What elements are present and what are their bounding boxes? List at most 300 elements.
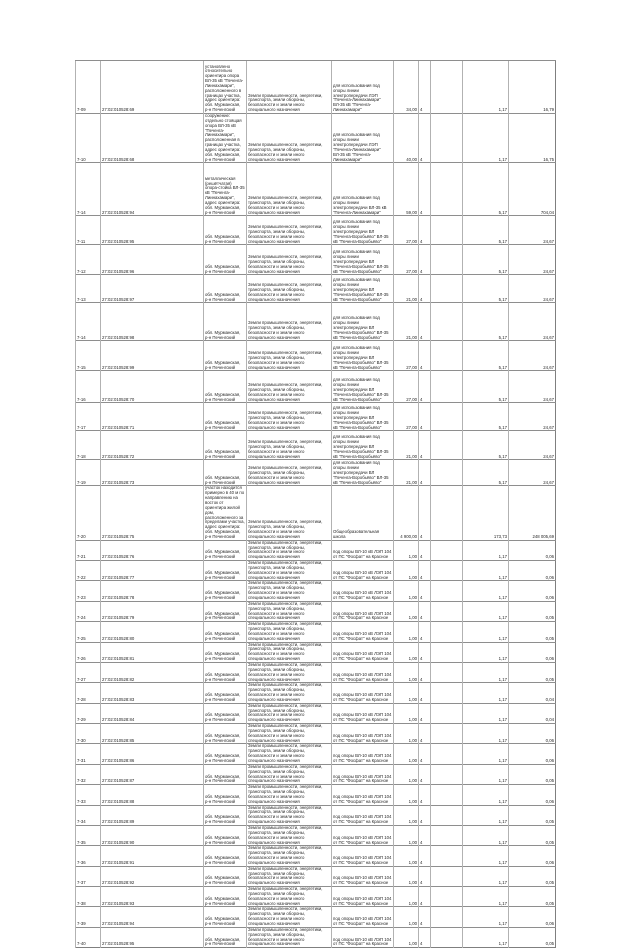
cell-permitted-use: под опоры ВЛ-10 кВ ЛЭП 104 от ПС "Фосфат" на Красное bbox=[332, 622, 394, 642]
cell-plot-number: 7-36 bbox=[76, 846, 101, 866]
cell-plot-number: 7-29 bbox=[76, 703, 101, 723]
cell-blank bbox=[431, 403, 463, 431]
cell-plot-number: 7-22 bbox=[76, 561, 101, 581]
cell-plot-number: 7-35 bbox=[76, 825, 101, 845]
cell-amount: 0,06 bbox=[509, 540, 556, 560]
cell-area: 1,00 bbox=[394, 785, 419, 805]
cell-location: участок находится примерно в 40 м по направлению на восток от ориентира жилой дом, расположенного за пределами участка, адрес ориентира: обл. Мурманская, р-н Печенгский bbox=[205, 485, 245, 539]
cell-blank bbox=[431, 764, 463, 784]
cell-rate: 1,17 bbox=[463, 642, 509, 662]
cell-plot-number: 7-15 bbox=[76, 341, 101, 371]
cell-blank bbox=[431, 703, 463, 723]
cell-cadastral-number: 27:02:010528:68 bbox=[101, 114, 204, 163]
cell-amount: 0,05 bbox=[509, 622, 556, 642]
cell-permitted-use: для использования под опоры линии электропередачи ВЛ "Печенга-Воробьёво" ВЛ-35 кВ "Печенга-Воробьёво" bbox=[332, 275, 394, 303]
cell-rate: 1,17 bbox=[463, 785, 509, 805]
land-plots-table bbox=[75, 60, 556, 948]
table-row bbox=[76, 622, 556, 642]
cell-code: 4 bbox=[419, 163, 431, 216]
cell-land-category: Земли промышленности, энергетики, транспорта, земли обороны, безопасности и земли иного специального назначения bbox=[247, 662, 332, 682]
cell-amount: 0,06 bbox=[509, 724, 556, 744]
cell-area: 1,00 bbox=[394, 540, 419, 560]
cell-code: 4 bbox=[419, 846, 431, 866]
table-row bbox=[76, 846, 556, 866]
cell-location: металлическая (решётчатая) опора-стойка ВЛ-35 кВ "Печенга-Лиинахамари", адрес ориентира: обл. Мурманская, р-н Печенгский bbox=[204, 163, 247, 216]
table-row bbox=[76, 114, 556, 163]
cell-rate: 1,17 bbox=[463, 540, 509, 560]
table-row bbox=[76, 431, 556, 460]
cell-cadastral-number: 27:02:010528:73 bbox=[101, 460, 204, 486]
cell-amount: 24,67 bbox=[509, 403, 556, 431]
cell-land-category: Земли промышленности, энергетики, транспорта, земли обороны, безопасности и земли иного специального назначения bbox=[247, 275, 332, 303]
cell-plot-number: 7-11 bbox=[76, 216, 101, 245]
cell-location: обл. Мурманская, р-н Печенгский bbox=[204, 866, 247, 886]
cell-location: обл. Мурманская, р-н Печенгский bbox=[204, 724, 247, 744]
cell-land-category: Земли промышленности, энергетики, транспорта, земли обороны, безопасности и земли иного специального назначения bbox=[247, 371, 332, 403]
cell-plot-number: 7-38 bbox=[76, 887, 101, 907]
cell-area: 1,00 bbox=[394, 764, 419, 784]
cell-land-category: Земли промышленности, энергетики, транспорта, земли обороны, безопасности и земли иного специального назначения bbox=[247, 245, 332, 275]
cell-area: 21,00 bbox=[394, 303, 419, 341]
cell-blank bbox=[431, 825, 463, 845]
cell-permitted-use: для использования под опоры линии электропередачи ВЛ "Печенга-Воробьёво" ВЛ-35 кВ "Печенга-Воробьёво" bbox=[332, 403, 394, 431]
cell-area: 1,00 bbox=[394, 561, 419, 581]
cell-location: обл. Мурманская, р-н Печенгский bbox=[204, 683, 247, 703]
cell-cadastral-number: 27:02:010528:91 bbox=[101, 846, 204, 866]
cell-amount: 24,67 bbox=[509, 371, 556, 403]
cell-plot-number: 7-25 bbox=[76, 622, 101, 642]
cell-amount: 0,06 bbox=[509, 907, 556, 927]
cell-area: 27,00 bbox=[394, 403, 419, 431]
cell-cadastral-number: 27:02:010528:89 bbox=[101, 805, 204, 825]
cell-rate: 173,73 bbox=[463, 486, 509, 540]
cell-location: обл. Мурманская, р-н Печенгский bbox=[204, 703, 247, 723]
table-row bbox=[76, 216, 556, 245]
table-row bbox=[76, 683, 556, 703]
cell-land-category: Земли промышленности, энергетики, транспорта, земли обороны, безопасности и земли иного специального назначения bbox=[247, 785, 332, 805]
cell-cadastral-number: 27:02:010528:99 bbox=[101, 341, 204, 371]
cell-blank bbox=[431, 887, 463, 907]
cell-area: 21,00 bbox=[394, 275, 419, 303]
cell-code: 4 bbox=[419, 245, 431, 275]
cell-land-category: Земли промышленности, энергетики, транспорта, земли обороны, безопасности и земли иного специального назначения bbox=[247, 764, 332, 784]
cell-area: 1,00 bbox=[394, 724, 419, 744]
cell-plot-number: 7-39 bbox=[76, 907, 101, 927]
cell-amount: 0,06 bbox=[509, 744, 556, 764]
cell-amount: 24,67 bbox=[509, 303, 556, 341]
cell-land-category: Земли промышленности, энергетики, транспорта, земли обороны, безопасности и земли иного специального назначения bbox=[247, 622, 332, 642]
cell-blank bbox=[431, 622, 463, 642]
cell-permitted-use: под опоры ВЛ-10 кВ ЛЭП 104 от ПС "Фосфат" на Красное bbox=[332, 561, 394, 581]
table-row bbox=[76, 703, 556, 723]
cell-area: 34,00 bbox=[394, 61, 419, 114]
cell-blank bbox=[431, 744, 463, 764]
cell-rate: 5,17 bbox=[463, 216, 509, 245]
cell-cadastral-number: 27:02:010528:88 bbox=[101, 785, 204, 805]
cell-amount: 0,06 bbox=[509, 581, 556, 601]
cell-land-category: Земли промышленности, энергетики, транспорта, земли обороны, безопасности и земли иного специального назначения bbox=[247, 601, 332, 621]
cell-blank bbox=[431, 683, 463, 703]
cell-location: обл. Мурманская, р-н Печенгский bbox=[204, 540, 247, 560]
cell-code: 4 bbox=[419, 907, 431, 927]
cell-code: 4 bbox=[419, 724, 431, 744]
cell-rate: 5,17 bbox=[463, 245, 509, 275]
cell-area: 21,00 bbox=[394, 431, 419, 460]
cell-plot-number: 7-27 bbox=[76, 662, 101, 682]
table-row bbox=[76, 907, 556, 927]
cell-area: 27,00 bbox=[394, 216, 419, 245]
cell-cadastral-number: 27:02:010528:83 bbox=[101, 683, 204, 703]
cell-land-category: Земли промышленности, энергетики, транспорта, земли обороны, безопасности и земли иного специального назначения bbox=[247, 887, 332, 907]
cell-blank bbox=[431, 341, 463, 371]
table-row bbox=[76, 341, 556, 371]
cell-rate: 1,17 bbox=[463, 764, 509, 784]
cell-amount: 0,05 bbox=[509, 927, 556, 947]
cell-permitted-use: Общеобразовательная школа bbox=[332, 486, 394, 540]
cell-cadastral-number: 27:02:010528:94 bbox=[101, 907, 204, 927]
cell-location: обл. Мурманская, р-н Печенгский bbox=[204, 927, 247, 947]
cell-rate: 1,17 bbox=[463, 846, 509, 866]
cell-cadastral-number: 27:02:010528:95 bbox=[101, 216, 204, 245]
cell-area: 1,00 bbox=[394, 887, 419, 907]
cell-permitted-use: под опоры ВЛ-10 кВ ЛЭП 104 от ПС "Фосфат" на Красное bbox=[332, 662, 394, 682]
cell-land-category: Земли промышленности, энергетики, транспорта, земли обороны, безопасности и земли иного специального назначения bbox=[247, 460, 332, 486]
cell-permitted-use: под опоры ВЛ-10 кВ ЛЭП 104 от ПС "Фосфат" на Красное bbox=[332, 805, 394, 825]
cell-plot-number: 7-18 bbox=[76, 431, 101, 460]
cell-permitted-use: под опоры ВЛ-10 кВ ЛЭП 104 от ПС "Фосфат" на Красное bbox=[332, 927, 394, 947]
cell-blank bbox=[431, 245, 463, 275]
cell-plot-number: 7-31 bbox=[76, 744, 101, 764]
cell-amount: 0,05 bbox=[509, 866, 556, 886]
cell-blank bbox=[431, 785, 463, 805]
cell-permitted-use: для использования под опоры линии электропередачи ВЛ "Печенга-Воробьёво" ВЛ-35 кВ "Печенга-Воробьёво" bbox=[332, 431, 394, 460]
cell-blank bbox=[431, 114, 463, 163]
cell-rate: 1,17 bbox=[463, 581, 509, 601]
cell-cadastral-number: 27:02:010528:75 bbox=[101, 486, 204, 540]
cell-code: 4 bbox=[419, 622, 431, 642]
cell-land-category: Земли промышленности, энергетики, транспорта, земли обороны, безопасности и земли иного специального назначения bbox=[247, 927, 332, 947]
cell-location: обл. Мурманская, р-н Печенгский bbox=[204, 601, 247, 621]
cell-location: обл. Мурманская, р-н Печенгский bbox=[204, 764, 247, 784]
cell-cadastral-number: 27:02:010528:94 bbox=[101, 163, 204, 216]
cell-blank bbox=[431, 371, 463, 403]
cell-permitted-use: под опоры ВЛ-10 кВ ЛЭП 104 от ПС "Фосфат" на Красное bbox=[332, 785, 394, 805]
cell-plot-number: 7-13 bbox=[76, 275, 101, 303]
cell-area: 27,00 bbox=[394, 245, 419, 275]
cell-blank bbox=[431, 431, 463, 460]
cell-amount: 0,06 bbox=[509, 846, 556, 866]
table-row bbox=[76, 61, 556, 114]
cell-code: 4 bbox=[419, 431, 431, 460]
cell-plot-number: 7-14 bbox=[76, 163, 101, 216]
cell-amount: 0,06 bbox=[509, 642, 556, 662]
cell-code: 4 bbox=[419, 887, 431, 907]
table-row bbox=[76, 805, 556, 825]
cell-plot-number: 7-21 bbox=[76, 540, 101, 560]
cell-area: 1,00 bbox=[394, 805, 419, 825]
cell-plot-number: 7-24 bbox=[76, 601, 101, 621]
cell-blank bbox=[431, 601, 463, 621]
cell-land-category: Земли промышленности, энергетики, транспорта, земли обороны, безопасности и земли иного специального назначения bbox=[247, 703, 332, 723]
cell-rate: 1,17 bbox=[463, 683, 509, 703]
cell-cadastral-number: 27:02:010528:80 bbox=[101, 622, 204, 642]
cell-blank bbox=[431, 275, 463, 303]
cell-area: 1,00 bbox=[394, 642, 419, 662]
cell-land-category: Земли промышленности, энергетики, транспорта, земли обороны, безопасности и земли иного специального назначения bbox=[247, 561, 332, 581]
cell-area: 1,00 bbox=[394, 622, 419, 642]
table-row bbox=[76, 642, 556, 662]
cell-amount: 704,04 bbox=[509, 163, 556, 216]
cell-amount: 16,79 bbox=[509, 61, 556, 114]
cell-location: обл. Мурманская, р-н Печенгский bbox=[204, 303, 247, 341]
cell-location: обл. Мурманская, р-н Печенгский bbox=[204, 245, 247, 275]
cell-plot-number: 7-19 bbox=[76, 460, 101, 486]
table-row bbox=[76, 486, 556, 540]
cell-rate: 1,17 bbox=[463, 724, 509, 744]
cell-cadastral-number: 27:02:010528:85 bbox=[101, 724, 204, 744]
cell-cadastral-number: 27:02:010528:71 bbox=[101, 403, 204, 431]
cell-land-category: Земли промышленности, энергетики, транспорта, земли обороны, безопасности и земли иного специального назначения bbox=[247, 825, 332, 845]
cell-code: 4 bbox=[419, 764, 431, 784]
cell-blank bbox=[431, 724, 463, 744]
cell-location: обл. Мурманская, р-н Печенгский bbox=[204, 907, 247, 927]
table-row bbox=[76, 275, 556, 303]
cell-permitted-use: под опоры ВЛ-10 кВ ЛЭП 104 от ПС "Фосфат" на Красное bbox=[332, 744, 394, 764]
cell-cadastral-number: 27:02:010528:69 bbox=[101, 61, 204, 114]
cell-location: обл. Мурманская, р-н Печенгский bbox=[204, 275, 247, 303]
cell-blank bbox=[431, 846, 463, 866]
cell-location: обл. Мурманская, р-н Печенгский bbox=[204, 805, 247, 825]
cell-area: 1,00 bbox=[394, 907, 419, 927]
cell-amount: 24,67 bbox=[509, 341, 556, 371]
cell-code: 4 bbox=[419, 805, 431, 825]
cell-area: 1,00 bbox=[394, 825, 419, 845]
cell-permitted-use: под опоры ВЛ-10 кВ ЛЭП 104 от ПС "Фосфат" на Красное bbox=[332, 540, 394, 560]
cell-code: 4 bbox=[419, 561, 431, 581]
cell-cadastral-number: 27:02:010528:78 bbox=[101, 581, 204, 601]
cell-cadastral-number: 27:02:010528:84 bbox=[101, 703, 204, 723]
cell-land-category: Земли промышленности, энергетики, транспорта, земли обороны, безопасности и земли иного специального назначения bbox=[247, 540, 332, 560]
cell-permitted-use: под опоры ВЛ-10 кВ ЛЭП 104 от ПС "Фосфат" на Красное bbox=[332, 866, 394, 886]
cell-plot-number: 7-30 bbox=[76, 724, 101, 744]
cell-location: обл. Мурманская, р-н Печенгский bbox=[204, 622, 247, 642]
cell-code: 4 bbox=[419, 785, 431, 805]
table-row bbox=[76, 540, 556, 560]
cell-location: обл. Мурманская, р-н Печенгский bbox=[204, 846, 247, 866]
cell-cadastral-number: 27:02:010528:77 bbox=[101, 561, 204, 581]
cell-location: обл. Мурманская, р-н Печенгский bbox=[204, 825, 247, 845]
cell-land-category: Земли промышленности, энергетики, транспорта, земли обороны, безопасности и земли иного специального назначения bbox=[247, 61, 332, 114]
cell-amount: 248 005,69 bbox=[509, 486, 556, 540]
cell-cadastral-number: 27:02:010528:82 bbox=[101, 662, 204, 682]
cell-amount: 0,05 bbox=[509, 601, 556, 621]
cell-plot-number: 7-28 bbox=[76, 683, 101, 703]
cell-location: обл. Мурманская, р-н Печенгский bbox=[204, 642, 247, 662]
cell-rate: 1,17 bbox=[463, 805, 509, 825]
cell-location: обл. Мурманская, р-н Печенгский bbox=[204, 460, 247, 486]
cell-plot-number: 7-34 bbox=[76, 805, 101, 825]
cell-code: 4 bbox=[419, 703, 431, 723]
table-row bbox=[76, 744, 556, 764]
cell-rate: 1,17 bbox=[463, 61, 509, 114]
cell-location: обл. Мурманская, р-н Печенгский bbox=[204, 216, 247, 245]
cell-rate: 1,17 bbox=[463, 703, 509, 723]
cell-permitted-use: для использования под опоры линии электропередачи ВЛ "Печенга-Воробьёво" ВЛ-35 кВ "Печенга-Воробьёво" bbox=[332, 371, 394, 403]
cell-land-category: Земли промышленности, энергетики, транспорта, земли обороны, безопасности и земли иного специального назначения bbox=[247, 403, 332, 431]
cell-code: 4 bbox=[419, 114, 431, 163]
cell-land-category: Земли промышленности, энергетики, транспорта, земли обороны, безопасности и земли иного специального назначения bbox=[247, 581, 332, 601]
table-row bbox=[76, 403, 556, 431]
cell-plot-number: 7-26 bbox=[76, 642, 101, 662]
cell-area: 21,00 bbox=[394, 460, 419, 486]
cell-rate: 1,17 bbox=[463, 825, 509, 845]
cell-land-category: Земли промышленности, энергетики, транспорта, земли обороны, безопасности и земли иного специального назначения bbox=[247, 642, 332, 662]
table-row bbox=[76, 785, 556, 805]
table-row bbox=[76, 561, 556, 581]
cell-plot-number: 7-23 bbox=[76, 581, 101, 601]
cell-cadastral-number: 27:02:010528:98 bbox=[101, 303, 204, 341]
cell-cadastral-number: 27:02:010528:81 bbox=[101, 642, 204, 662]
cell-rate: 1,17 bbox=[463, 927, 509, 947]
table-row bbox=[76, 724, 556, 744]
cell-code: 4 bbox=[419, 540, 431, 560]
cell-plot-number: 7-32 bbox=[76, 764, 101, 784]
cell-location: обл. Мурманская, р-н Печенгский bbox=[204, 341, 247, 371]
cell-amount: 0,06 bbox=[509, 785, 556, 805]
table-row bbox=[76, 866, 556, 886]
cell-rate: 5,17 bbox=[463, 303, 509, 341]
cell-amount: 0,05 bbox=[509, 805, 556, 825]
cell-permitted-use: под опоры ВЛ-10 кВ ЛЭП 104 от ПС "Фосфат" на Красное bbox=[332, 887, 394, 907]
cell-rate: 5,17 bbox=[463, 275, 509, 303]
cell-location: обл. Мурманская, р-н Печенгский bbox=[204, 581, 247, 601]
cell-plot-number: 7-20 bbox=[76, 486, 101, 540]
cell-amount: 24,67 bbox=[509, 431, 556, 460]
cell-land-category: Земли промышленности, энергетики, транспорта, земли обороны, безопасности и земли иного специального назначения bbox=[247, 341, 332, 371]
cell-location: обл. Мурманская, р-н Печенгский bbox=[204, 561, 247, 581]
cell-plot-number: 7-17 bbox=[76, 403, 101, 431]
cell-rate: 1,17 bbox=[463, 744, 509, 764]
table-row bbox=[76, 303, 556, 341]
cell-area: 1,00 bbox=[394, 927, 419, 947]
cell-amount: 0,05 bbox=[509, 662, 556, 682]
cell-code: 4 bbox=[419, 825, 431, 845]
cell-plot-number: 7-09 bbox=[76, 61, 101, 114]
cell-cadastral-number: 27:02:010528:70 bbox=[101, 371, 204, 403]
cell-blank bbox=[431, 866, 463, 886]
cell-area: 1,00 bbox=[394, 601, 419, 621]
cell-code: 4 bbox=[419, 866, 431, 886]
cell-permitted-use: под опоры ВЛ-10 кВ ЛЭП 104 от ПС "Фосфат" на Красное bbox=[332, 642, 394, 662]
cell-blank bbox=[431, 561, 463, 581]
cell-land-category: Земли промышленности, энергетики, транспорта, земли обороны, безопасности и земли иного специального назначения bbox=[247, 907, 332, 927]
cell-blank bbox=[431, 303, 463, 341]
cell-land-category: Земли промышленности, энергетики, транспорта, земли обороны, безопасности и земли иного специального назначения bbox=[247, 866, 332, 886]
cell-code: 4 bbox=[419, 216, 431, 245]
cell-blank bbox=[431, 907, 463, 927]
cell-permitted-use: для использования под опоры линии электропередачи ВЛ "Печенга-Воробьёво" ВЛ-35 кВ "Печенга-Воробьёво" bbox=[332, 216, 394, 245]
cell-blank bbox=[431, 662, 463, 682]
cell-amount: 0,06 bbox=[509, 561, 556, 581]
cell-amount: 0,04 bbox=[509, 703, 556, 723]
cell-blank bbox=[431, 642, 463, 662]
table-row bbox=[76, 662, 556, 682]
cell-location: сооружение: отдельно стоящая опора ВЛ-35 кВ "Печенга-Лиинахамари", расположенная в границах участка, адрес ориентира: обл. Мурманская, р-н Печенгский bbox=[204, 114, 247, 163]
cell-cadastral-number: 27:02:010528:92 bbox=[101, 866, 204, 886]
cell-blank bbox=[431, 163, 463, 216]
table-row bbox=[76, 825, 556, 845]
cell-rate: 1,17 bbox=[463, 866, 509, 886]
cell-land-category: Земли промышленности, энергетики, транспорта, земли обороны, безопасности и земли иного специального назначения bbox=[247, 431, 332, 460]
cell-code: 4 bbox=[419, 662, 431, 682]
cell-area: 1,00 bbox=[394, 703, 419, 723]
cell-land-category: Земли промышленности, энергетики, транспорта, земли обороны, безопасности и земли иного специального назначения bbox=[247, 683, 332, 703]
cell-land-category: Земли промышленности, энергетики, транспорта, земли обороны, безопасности и земли иного специального назначения bbox=[247, 805, 332, 825]
cell-cadastral-number: 27:02:010528:96 bbox=[101, 245, 204, 275]
cell-rate: 5,17 bbox=[463, 163, 509, 216]
cell-code: 4 bbox=[419, 486, 431, 540]
cell-rate: 1,17 bbox=[463, 907, 509, 927]
table-row bbox=[76, 764, 556, 784]
table-row bbox=[76, 581, 556, 601]
cell-blank bbox=[431, 805, 463, 825]
cell-amount: 24,67 bbox=[509, 216, 556, 245]
cell-permitted-use: под опоры ВЛ-10 кВ ЛЭП 104 от ПС "Фосфат" на Красное bbox=[332, 724, 394, 744]
cell-code: 4 bbox=[419, 927, 431, 947]
cell-area: 27,00 bbox=[394, 341, 419, 371]
cell-permitted-use: для использования под опоры линии электропередачи ВЛ "Печенга-Воробьёво" ВЛ-35 кВ "Печенга-Воробьёво" bbox=[332, 460, 394, 486]
table-row bbox=[76, 927, 556, 947]
cell-rate: 1,17 bbox=[463, 887, 509, 907]
cell-area: 1,00 bbox=[394, 683, 419, 703]
cell-code: 4 bbox=[419, 581, 431, 601]
cell-plot-number: 7-12 bbox=[76, 245, 101, 275]
cell-area: 40,00 bbox=[394, 114, 419, 163]
cell-code: 4 bbox=[419, 403, 431, 431]
cell-rate: 1,17 bbox=[463, 662, 509, 682]
cell-land-category: Земли промышленности, энергетики, транспорта, земли обороны, безопасности и земли иного специального назначения bbox=[247, 114, 332, 163]
cell-permitted-use: под опоры ВЛ-10 кВ ЛЭП 104 от ПС "Фосфат" на Красное bbox=[332, 764, 394, 784]
cell-location: обл. Мурманская, р-н Печенгский bbox=[204, 785, 247, 805]
cell-permitted-use: под опоры ВЛ-10 кВ ЛЭП 104 от ПС "Фосфат" на Красное bbox=[332, 825, 394, 845]
cell-blank bbox=[431, 540, 463, 560]
table-row bbox=[76, 460, 556, 486]
cell-land-category: Земли промышленности, энергетики, транспорта, земли обороны, безопасности и земли иного специального назначения bbox=[247, 724, 332, 744]
cell-plot-number: 7-33 bbox=[76, 785, 101, 805]
cell-land-category: Земли промышленности, энергетики, транспорта, земли обороны, безопасности и земли иного специального назначения bbox=[247, 846, 332, 866]
cell-area: 1,00 bbox=[394, 744, 419, 764]
cell-area: 1,00 bbox=[394, 581, 419, 601]
cell-permitted-use: для использования под опоры линии электропередачи ВЛ "Печенга-Воробьёво" ВЛ-35 кВ "Печенга-Воробьёво" bbox=[332, 303, 394, 341]
cell-location: обл. Мурманская, р-н Печенгский bbox=[204, 744, 247, 764]
cell-blank bbox=[431, 216, 463, 245]
cell-blank bbox=[431, 581, 463, 601]
cell-code: 4 bbox=[419, 303, 431, 341]
cell-cadastral-number: 27:02:010528:79 bbox=[101, 601, 204, 621]
cell-rate: 1,17 bbox=[463, 114, 509, 163]
cell-permitted-use: под опоры ВЛ-10 кВ ЛЭП 104 от ПС "Фосфат" на Красное bbox=[332, 601, 394, 621]
cell-amount: 0,05 bbox=[509, 825, 556, 845]
cell-code: 4 bbox=[419, 642, 431, 662]
cell-rate: 1,17 bbox=[463, 601, 509, 621]
cell-area: 1,00 bbox=[394, 846, 419, 866]
cell-cadastral-number: 27:02:010528:90 bbox=[101, 825, 204, 845]
cell-plot-number: 7-40 bbox=[76, 927, 101, 947]
table-body bbox=[76, 61, 556, 948]
cell-code: 4 bbox=[419, 744, 431, 764]
cell-cadastral-number: 27:02:010528:95 bbox=[101, 927, 204, 947]
cell-area: 1,00 bbox=[394, 866, 419, 886]
